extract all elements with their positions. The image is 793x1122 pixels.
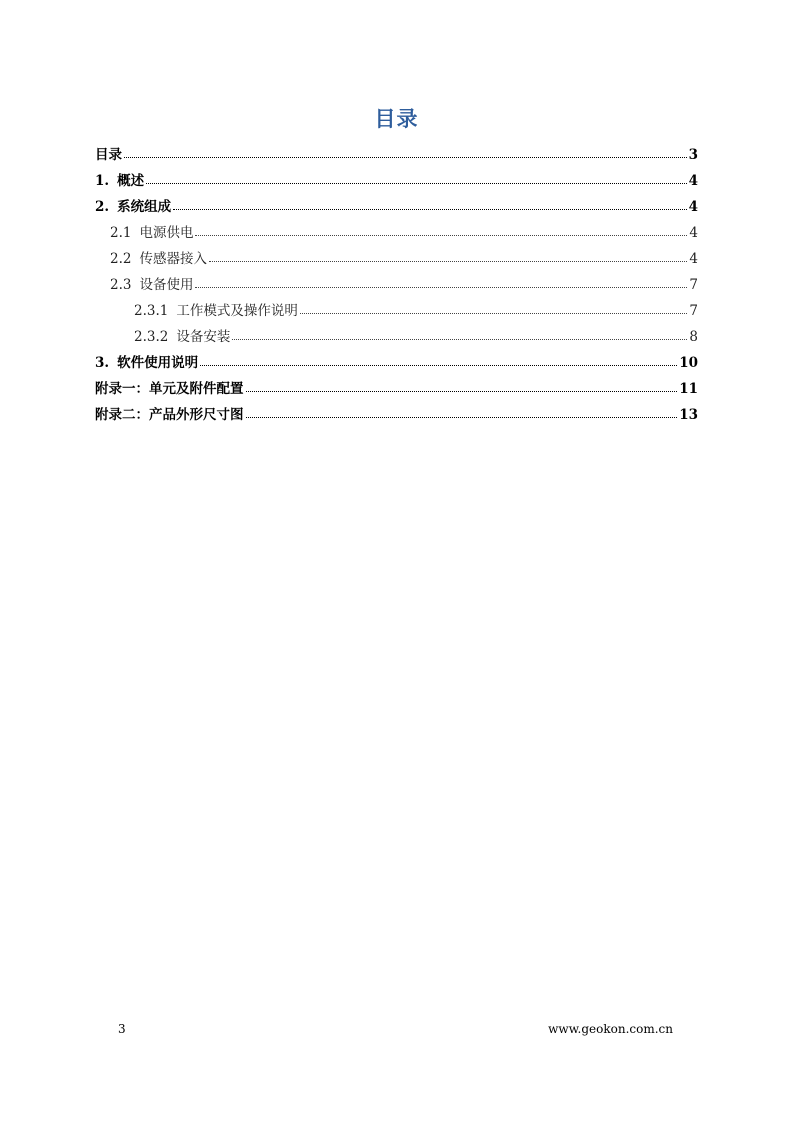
toc-entry-appendix-2[interactable] — [95, 402, 698, 428]
toc-dot-leader — [232, 331, 687, 341]
toc-entry-label: 软件使用说明 — [117, 355, 199, 371]
toc-dot-leader — [195, 227, 687, 237]
toc-entry-page: 4 — [689, 251, 698, 267]
toc-dot-leader — [124, 149, 687, 159]
toc-entry-label: 系统组成 — [117, 199, 172, 215]
toc-dot-leader — [200, 357, 677, 367]
toc-entry-page: 7 — [689, 277, 698, 293]
toc-entry-power-supply[interactable] — [95, 220, 698, 246]
toc-entry-page: 3 — [688, 147, 698, 163]
toc-entry-page: 4 — [689, 225, 698, 241]
toc-entry-number: 1. — [95, 173, 110, 189]
toc-dot-leader — [246, 383, 678, 393]
toc-dot-leader — [146, 175, 687, 185]
toc-entry-page: 13 — [679, 407, 698, 423]
toc-entry-number: 2.3.2 — [134, 329, 169, 345]
toc-entry-label: 电源供电 — [139, 225, 194, 241]
toc-entry-system-composition[interactable] — [95, 194, 698, 220]
toc-entry-page: 4 — [688, 173, 698, 189]
footer-website: www.geokon.com.cn — [548, 1022, 673, 1036]
toc-entry-page: 4 — [688, 199, 698, 215]
toc-entry-contents[interactable] — [95, 142, 698, 168]
toc-entry-label: 附录二：产品外形尺寸图 — [95, 407, 244, 423]
table-of-contents — [95, 142, 698, 428]
toc-entry-page: 8 — [689, 329, 698, 345]
toc-entry-software-guide[interactable] — [95, 350, 698, 376]
toc-entry-number: 2.2 — [110, 251, 132, 267]
toc-title: 目录 — [374, 107, 419, 131]
toc-dot-leader — [195, 279, 687, 289]
toc-entry-number: 2.3.1 — [134, 303, 169, 319]
toc-entry-appendix-1[interactable] — [95, 376, 698, 402]
toc-entry-number: 2. — [95, 199, 110, 215]
toc-entry-page: 10 — [679, 355, 698, 371]
toc-entry-device-usage[interactable] — [95, 272, 698, 298]
footer-page-number: 3 — [118, 1022, 126, 1036]
toc-dot-leader — [173, 201, 687, 211]
toc-entry-number: 2.1 — [110, 225, 132, 241]
toc-dot-leader — [209, 253, 687, 263]
toc-entry-sensor-connection[interactable] — [95, 246, 698, 272]
toc-dot-leader — [246, 409, 678, 419]
toc-dot-leader — [300, 305, 688, 315]
toc-entry-label: 传感器接入 — [139, 251, 207, 267]
toc-entry-label: 概述 — [117, 173, 145, 189]
toc-entry-label: 设备安装 — [176, 329, 231, 345]
toc-entry-label: 目录 — [95, 147, 122, 163]
toc-entry-number: 2.3 — [110, 277, 132, 293]
toc-entry-work-mode[interactable] — [95, 298, 698, 324]
toc-entry-page: 7 — [689, 303, 698, 319]
toc-entry-device-installation[interactable] — [95, 324, 698, 350]
toc-entry-page: 11 — [679, 381, 698, 397]
toc-entry-overview[interactable] — [95, 168, 698, 194]
toc-entry-label: 附录一：单元及附件配置 — [95, 381, 244, 397]
toc-entry-number: 3. — [95, 355, 110, 371]
toc-entry-label: 设备使用 — [139, 277, 194, 293]
toc-entry-label: 工作模式及操作说明 — [176, 303, 298, 319]
